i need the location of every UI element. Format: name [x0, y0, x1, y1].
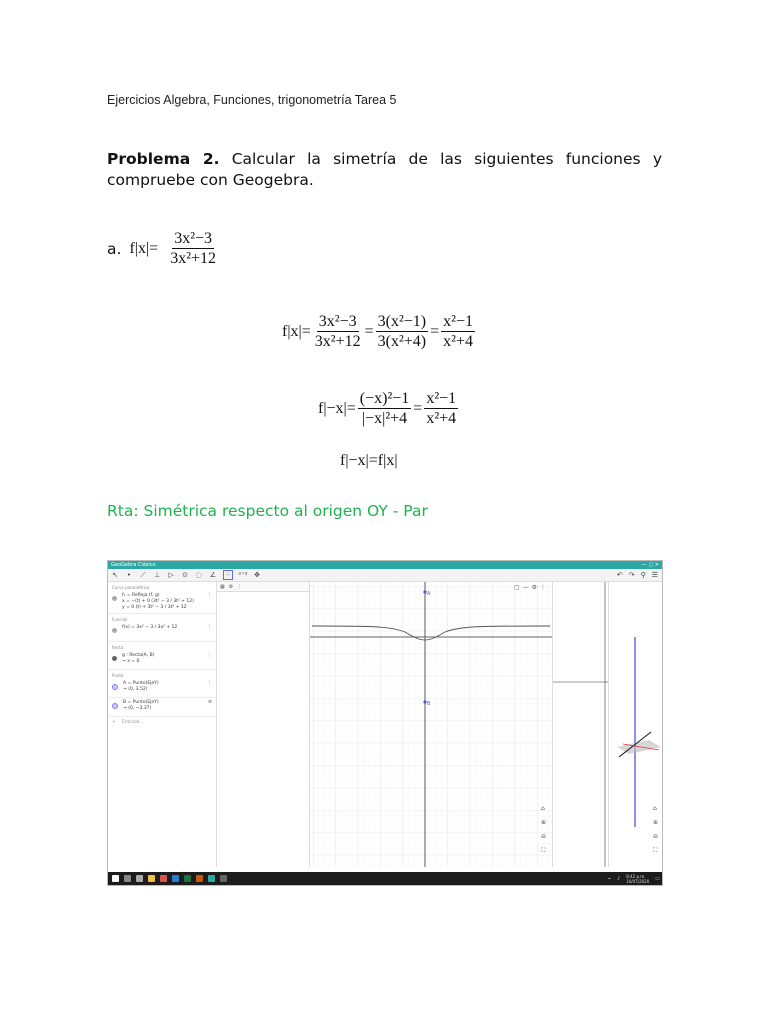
menu-icon[interactable]: ☰ [651, 571, 658, 579]
eq1-num-2: 3(x²−1) [377, 313, 427, 330]
equals-sign: = [413, 399, 423, 417]
section-label: Curva paramétrica [112, 585, 150, 590]
fullscreen-icon[interactable]: ⛶ [652, 847, 658, 854]
eq1-fraction-1 [313, 313, 363, 350]
zoom-controls-3d [653, 805, 658, 855]
eq1-den-1: 3x²+12 [314, 333, 361, 350]
more-options-icon[interactable]: ⋮ [540, 584, 546, 591]
item-a-marker: a. [107, 239, 122, 258]
app-icon[interactable] [160, 875, 167, 882]
curve-expression-y: y = 0 (t) + 3t² − 3 / 3t² + 12 [122, 605, 187, 610]
system-tray [608, 874, 663, 884]
notifications-icon[interactable]: ▭ [655, 875, 660, 882]
point-a-value: → (0, 3.52) [123, 687, 148, 692]
section-label: Función [112, 617, 128, 622]
polygon-tool-icon[interactable]: ▷ [168, 571, 174, 579]
algebra-item-point-a[interactable] [108, 679, 216, 698]
item-a-numerator: 3x²−3 [174, 230, 213, 247]
zoom-controls [541, 805, 546, 855]
window-controls[interactable]: — ▢ ✕ [641, 562, 659, 568]
clock [626, 874, 649, 884]
move-tool-icon[interactable]: ↖ [112, 571, 118, 579]
eq1-den-3: x²+4 [443, 333, 473, 350]
zoom-out-icon[interactable]: ⊖ [540, 833, 546, 840]
geogebra-window-title: GeoGebra Clásico [111, 562, 156, 568]
curve-expression-x: x = −(t) + 0 (3t² − 3 / 3t² + 12) [122, 599, 194, 604]
graphics-view[interactable] [310, 582, 553, 867]
more-options-icon[interactable]: ⋮ [237, 583, 243, 590]
more-options-icon[interactable]: ⋮ [207, 681, 212, 686]
zoom-out-icon[interactable]: ⊖ [652, 833, 658, 840]
point-tool-icon[interactable]: • [126, 571, 132, 579]
clock-date: 10/07/2020 [626, 878, 650, 884]
eq1-num-3: x²−1 [443, 313, 473, 330]
visibility-toggle[interactable] [112, 703, 118, 709]
settings-icon[interactable]: ⚙ [531, 584, 537, 591]
problem-text: Calcular la simetría de las siguientes funciones y compruebe con Geogebra. [107, 150, 662, 189]
volume-icon[interactable]: ♪ [617, 875, 621, 882]
eq2-fraction-2 [424, 390, 458, 427]
ellipse-tool-icon[interactable]: ◌ [195, 571, 203, 579]
file-explorer-icon[interactable] [148, 875, 155, 882]
angle-tool-icon[interactable]: ∠ [209, 571, 217, 579]
algebra-view [108, 582, 217, 867]
graphics-style-bar [514, 584, 546, 591]
circle-tool-icon[interactable]: ⊙ [182, 571, 188, 579]
eq1-lhs: f|x|= [282, 322, 311, 340]
item-a-lhs: f|x|= [129, 239, 159, 257]
geogebra-title-bar [108, 561, 662, 569]
table-icon[interactable]: ▦ [220, 583, 225, 590]
eq2-num-2: x²−1 [426, 390, 457, 407]
add-icon[interactable]: + [112, 720, 116, 725]
fullscreen-icon[interactable]: ⛶ [540, 847, 546, 854]
point-b-label: B [427, 701, 431, 707]
geogebra-screenshot [107, 560, 663, 886]
app-icon[interactable] [220, 875, 227, 882]
view-header [217, 582, 309, 592]
search-icon[interactable]: ⚲ [640, 571, 646, 579]
equation-simplify [282, 313, 477, 350]
point-b-value: → (0, −3.37) [123, 706, 152, 711]
document-header: Ejercicios Algebra, Funciones, trigonometría Tarea 5 [107, 93, 397, 107]
task-view-icon[interactable] [136, 875, 143, 882]
input-placeholder: Entrada... [121, 720, 144, 725]
zoom-in-icon[interactable]: ⊕ [652, 819, 658, 826]
eq2-num-1: (−x)²−1 [359, 390, 410, 407]
line-definition: g : Recta(A, B) [122, 653, 155, 658]
eq2-den-2: x²+4 [426, 410, 457, 427]
graphics-view-2[interactable] [553, 582, 609, 867]
point-a-definition: A = Punto(EjeY) [123, 681, 159, 686]
start-icon[interactable] [112, 875, 119, 882]
word-icon[interactable] [172, 875, 179, 882]
visibility-toggle[interactable] [112, 596, 117, 601]
line-expression: → x = 0 [122, 659, 140, 664]
geogebra-toolbar [108, 569, 662, 582]
eq2-lhs: f|−x|= [318, 399, 356, 417]
visibility-toggle[interactable] [112, 656, 117, 661]
eq1-fraction-2 [376, 313, 428, 350]
answer-text: Rta: Simétrica respecto al origen OY - Par [107, 502, 428, 520]
eq2-den-1: |−x|²+4 [361, 410, 408, 427]
graphics-canvas[interactable] [310, 582, 552, 867]
visibility-toggle[interactable] [112, 628, 117, 633]
grid-toggle-icon[interactable]: ▢ [513, 584, 520, 591]
move-view-tool-icon[interactable]: ✥ [254, 571, 260, 579]
excel-icon[interactable] [184, 875, 191, 882]
line-tool-icon[interactable]: ⟋ [140, 570, 146, 579]
network-icon[interactable]: ⌁ [607, 875, 611, 882]
powerpoint-icon[interactable] [196, 875, 203, 882]
geogebra-icon[interactable] [208, 875, 215, 882]
more-options-icon[interactable]: ⋮ [207, 625, 212, 630]
curve-definition: f₁ = Refleja (f, g) [122, 593, 160, 598]
eq2-fraction-1 [358, 390, 412, 427]
algebra-input[interactable] [108, 717, 216, 728]
redo-icon[interactable]: ↷ [628, 571, 635, 579]
problem-label: Problema 2. [107, 150, 220, 168]
algebra-item-function[interactable] [108, 623, 216, 642]
search-icon[interactable] [124, 875, 131, 882]
zoom-in-icon[interactable]: ⊕ [540, 819, 546, 826]
section-label: Recta [112, 645, 124, 650]
line-style-icon[interactable]: — [522, 584, 529, 591]
more-options-icon[interactable]: ⋮ [207, 593, 212, 598]
function-definition: f(x) = 3x² − 3 / 3x² + 12 [122, 625, 178, 630]
home-icon[interactable]: ⌂ [652, 805, 657, 812]
eq1-den-2: 3(x²+4) [377, 333, 427, 350]
perpendicular-tool-icon[interactable]: ⊥ [153, 571, 161, 579]
slider-tool-icon[interactable]: ᵃ⁼² [238, 571, 248, 579]
more-options-icon[interactable]: ⋮ [207, 653, 212, 658]
equation-conclusion: f|−x|=f|x| [340, 452, 398, 469]
settings-icon[interactable]: ⚙ [207, 700, 212, 705]
eq1-num-1: 3x²−3 [318, 313, 357, 330]
section-label: Punto [112, 673, 124, 678]
algebra-item-point-b[interactable] [108, 698, 216, 717]
item-a [107, 230, 220, 267]
settings-icon[interactable]: ⚙ [228, 583, 234, 590]
algebra-item-curve[interactable] [108, 591, 216, 614]
item-a-denominator: 3x²+12 [170, 250, 217, 267]
graphics-3d-view[interactable] [609, 582, 662, 867]
undo-icon[interactable]: ↶ [616, 571, 623, 579]
equals-sign: = [364, 322, 374, 340]
graphics-2-canvas[interactable] [553, 582, 608, 867]
spreadsheet-view [217, 582, 310, 867]
problem-statement [107, 149, 662, 191]
item-a-fraction [168, 230, 218, 267]
home-icon[interactable]: ⌂ [540, 805, 545, 812]
equation-negative-x [318, 390, 460, 427]
reflect-tool-icon[interactable]: ⁘ [223, 570, 233, 580]
windows-taskbar [108, 872, 663, 885]
eq1-fraction-3 [441, 313, 475, 350]
point-b-definition: B = Punto(EjeY) [123, 700, 159, 705]
point-a-label: A [427, 591, 431, 597]
equals-sign: = [430, 322, 440, 340]
algebra-item-line[interactable] [108, 651, 216, 670]
clock-time: 8:42 p.m. [626, 873, 646, 879]
visibility-toggle[interactable] [112, 684, 118, 690]
